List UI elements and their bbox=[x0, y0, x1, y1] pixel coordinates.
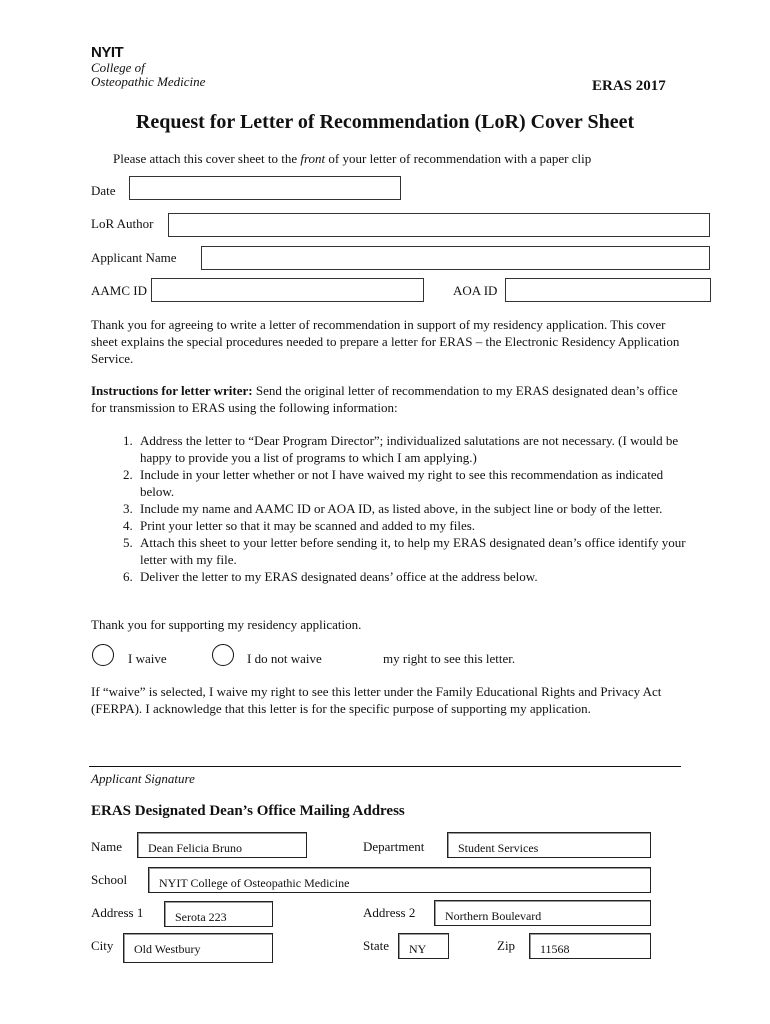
eras-year: ERAS 2017 bbox=[592, 78, 666, 94]
aamc-id-label: AAMC ID bbox=[91, 283, 147, 298]
address2-field[interactable]: Northern Boulevard bbox=[434, 900, 651, 926]
list-item: 3. Include my name and AAMC ID or AOA ID, as listed above, in the subject line or body of the letter. bbox=[136, 500, 686, 517]
applicant-name-field[interactable] bbox=[201, 246, 710, 270]
list-item: 6. Deliver the letter to my ERAS designated deans’ office at the address below. bbox=[136, 568, 686, 585]
subtitle bbox=[113, 150, 591, 167]
city-label: City bbox=[91, 938, 114, 953]
page-title: Request for Letter of Recommendation (LoR) Cover Sheet bbox=[135, 111, 635, 133]
logo-college-line: College of bbox=[91, 60, 145, 75]
name-field[interactable]: Dean Felicia Bruno bbox=[137, 832, 307, 858]
list-item: 1. Address the letter to “Dear Program Director”; individualized salutations are not necessary. (I would be happy to provide you a list of programs to which I am applying.) bbox=[136, 432, 686, 466]
list-item: 4. Print your letter so that it may be scanned and added to my files. bbox=[136, 517, 686, 534]
address2-label: Address 2 bbox=[363, 905, 416, 920]
aamc-id-field[interactable] bbox=[151, 278, 424, 302]
not-waive-radio[interactable] bbox=[212, 644, 234, 666]
signature-label: Applicant Signature bbox=[91, 771, 195, 786]
lor-author-field[interactable] bbox=[168, 213, 710, 237]
address1-label: Address 1 bbox=[91, 905, 144, 920]
lor-author-label: LoR Author bbox=[91, 216, 154, 231]
ferpa-paragraph: If “waive” is selected, I waive my right to see this letter under the Family Educational Rights and Privacy Act (FERPA). I acknowledge that this letter is for the specific purpose of supporting my application. bbox=[91, 684, 662, 716]
not-waive-label: I do not waive bbox=[247, 651, 322, 666]
city-field[interactable]: Old Westbury bbox=[123, 933, 273, 963]
mailing-heading: ERAS Designated Dean’s Office Mailing Address bbox=[91, 803, 405, 819]
list-item: 5. Attach this sheet to your letter before sending it, to help my ERAS designated dean’s office identify your letter with my file. bbox=[136, 534, 686, 568]
logo-school-line: Osteopathic Medicine bbox=[91, 74, 206, 89]
zip-label: Zip bbox=[497, 938, 516, 953]
date-field[interactable] bbox=[129, 176, 401, 200]
list-item: 2. Include in your letter whether or not I have waived my right to see this recommendation as indicated below. bbox=[136, 466, 686, 500]
department-label: Department bbox=[363, 839, 425, 854]
aoa-id-label: AOA ID bbox=[453, 283, 498, 298]
intro-paragraph: Thank you for agreeing to write a letter of recommendation in support of my residency application. This cover sheet explains the special procedures needed to prepare a letter for ERAS – the Electronic Residency Application Service. bbox=[91, 317, 680, 366]
subtitle-after: of your letter of recommendation with a paper clip bbox=[325, 151, 592, 166]
school-field[interactable]: NYIT College of Osteopathic Medicine bbox=[148, 867, 651, 893]
nyit-logo: NYIT bbox=[91, 44, 124, 61]
address1-field[interactable]: Serota 223 bbox=[164, 901, 273, 927]
waive-label: I waive bbox=[128, 651, 167, 666]
subtitle-emphasis: front bbox=[300, 151, 326, 166]
aoa-id-field[interactable] bbox=[505, 278, 711, 302]
instructions-label: Instructions for letter writer: bbox=[91, 383, 253, 398]
state-field[interactable]: NY bbox=[398, 933, 449, 959]
department-field[interactable]: Student Services bbox=[447, 832, 651, 858]
name-label: Name bbox=[91, 839, 123, 854]
signature-line[interactable] bbox=[89, 766, 681, 767]
subtitle-before: Please attach this cover sheet to the bbox=[113, 151, 301, 166]
applicant-name-label: Applicant Name bbox=[91, 250, 177, 265]
state-label: State bbox=[363, 938, 389, 953]
school-label: School bbox=[91, 872, 128, 887]
zip-field[interactable]: 11568 bbox=[529, 933, 651, 959]
instructions-list bbox=[91, 432, 686, 585]
waive-radio[interactable] bbox=[92, 644, 114, 666]
instructions-text: Send the original letter of recommendation to my ERAS designated dean’s office for transmission to ERAS using the following information: bbox=[91, 383, 678, 415]
date-label: Date bbox=[91, 183, 116, 198]
thanks-text: Thank you for supporting my residency application. bbox=[91, 617, 362, 632]
waiver-suffix: my right to see this letter. bbox=[383, 651, 516, 666]
instructions-paragraph bbox=[91, 382, 691, 416]
